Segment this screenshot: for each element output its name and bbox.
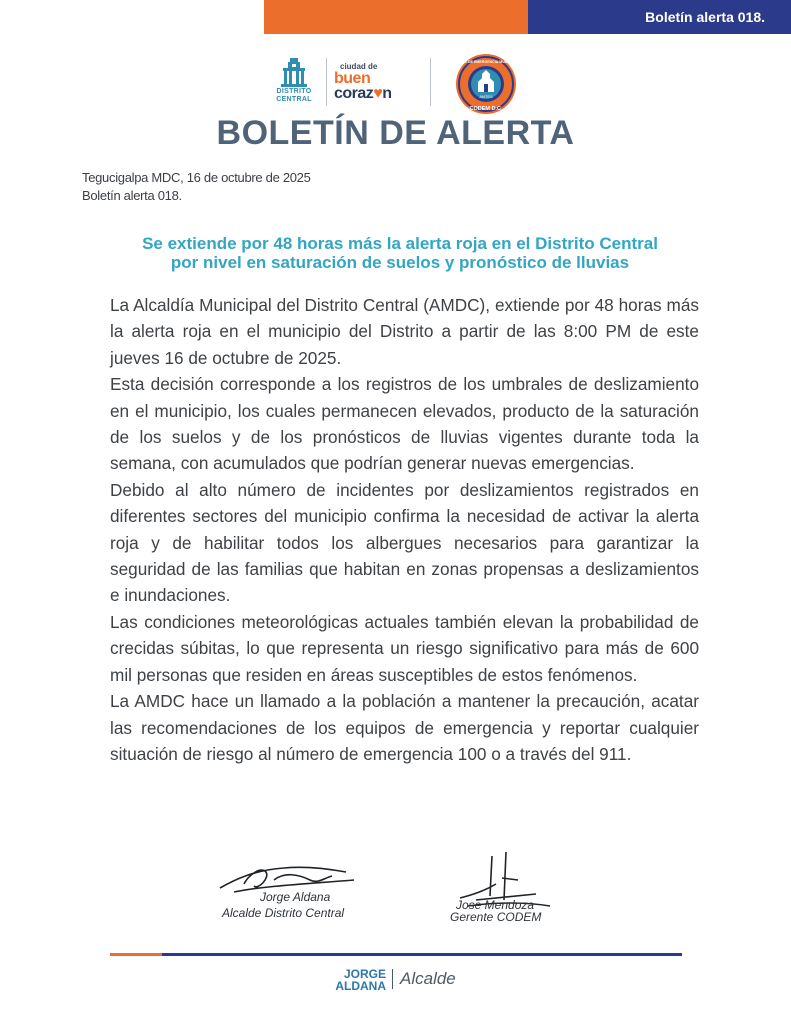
footer-name [324, 968, 386, 992]
signer-role: Alcalde Distrito Central [222, 906, 345, 920]
distrito-central-line1: DISTRITO [276, 88, 312, 95]
buen-corazon-line1: buen [334, 70, 371, 87]
paragraph-1: La Alcaldía Municipal del Distrito Central (AMDC), extiende por 48 horas más la alerta roja en el municipio del Distrito a partir de las 8:00 PM de este jueves 16 de octubre de 2025. [110, 295, 699, 368]
meta-block [82, 169, 311, 205]
cathedral-icon [279, 56, 309, 88]
codem-ring-text: COMITÉ DE EMERGENCIA MUNICIPAL [453, 60, 519, 64]
footer-name-line2: ALDANA [335, 979, 386, 993]
buen-corazon-line2a: coraz [334, 85, 374, 102]
paragraph-4: Las condiciones meteorológicas actuales también elevan la probabilidad de crecidas súbitas, lo que representa un riesgo significativo para más de 600 mil personas que residen en áreas susceptibles de estos fenómenos. [110, 611, 699, 685]
body-text [110, 292, 699, 767]
headline-line1: Se extiende por 48 horas más la alerta roja en el Distrito Central [142, 234, 658, 253]
heart-icon: ♥ [373, 85, 383, 102]
paragraph-2: Esta decisión corresponde a los registros de los umbrales de deslizamiento en el municipio, los cuales permanecen elevados, producto de la saturación de los suelos y de los pronósticos de lluvias vigentes durante toda la semana, con acumulados que podrían generar nuevas emergencias. [110, 374, 699, 474]
codem-bottom-text: CODEM D.C. [469, 106, 503, 112]
footer-role: Alcalde [400, 969, 456, 988]
bulletin-number: Boletín alerta 018. [82, 188, 182, 203]
distrito-central-logo [268, 56, 320, 108]
footer-rule-orange [110, 953, 162, 956]
footer-name-line1: JORGE [343, 967, 386, 981]
logo-row [0, 52, 791, 116]
logo-divider [326, 58, 327, 106]
headline [80, 234, 720, 272]
page-title: BOLETÍN DE ALERTA [216, 114, 575, 152]
banner-segment-orange [264, 0, 528, 34]
signer-name: Jorge Aldana [260, 890, 331, 904]
buen-corazon-small: ciudad de [340, 62, 378, 71]
footer-rule-navy [162, 953, 682, 956]
logo-divider [430, 58, 431, 106]
distrito-central-line2: CENTRAL [276, 96, 312, 103]
buen-corazon-line2 [334, 86, 416, 101]
place-date: Tegucigalpa MDC, 16 de octubre de 2025 [82, 170, 311, 185]
signer-name: Jose Mendoza [456, 898, 535, 912]
buen-corazon-logo [334, 62, 416, 106]
paragraph-5: La AMDC hace un llamado a la población a mantener la precaución, acatar las recomendaciones de los equipos de emergencia y reportar cualquier situación de riesgo al número de emergencia 100 o a través del 911. [110, 691, 699, 764]
footer [0, 966, 791, 996]
footer-separator [392, 969, 393, 989]
top-banner [0, 0, 791, 34]
bulletin-label: Boletín alerta 018. [645, 9, 765, 25]
codem-center-text: ANTES [479, 94, 493, 99]
banner-segment-navy [528, 0, 791, 34]
paragraph-3: Debido al alto número de incidentes por deslizamientos registrados en diferentes sectores del municipio confirma la necesidad de activar la alerta roja y de habilitar todos los albergues necesarios para garantizar la seguridad de las familias que habitan en zonas propensas a deslizamientos e inundaciones. [110, 479, 699, 606]
headline-line2: por nivel en saturación de suelos y pronóstico de lluvias [170, 253, 630, 272]
codem-seal-icon [450, 52, 522, 116]
signer-role: Gerente CODEM [450, 910, 542, 924]
buen-corazon-line2b: n [382, 85, 392, 102]
banner-segment-white [0, 0, 264, 34]
codem-logo [450, 52, 522, 116]
